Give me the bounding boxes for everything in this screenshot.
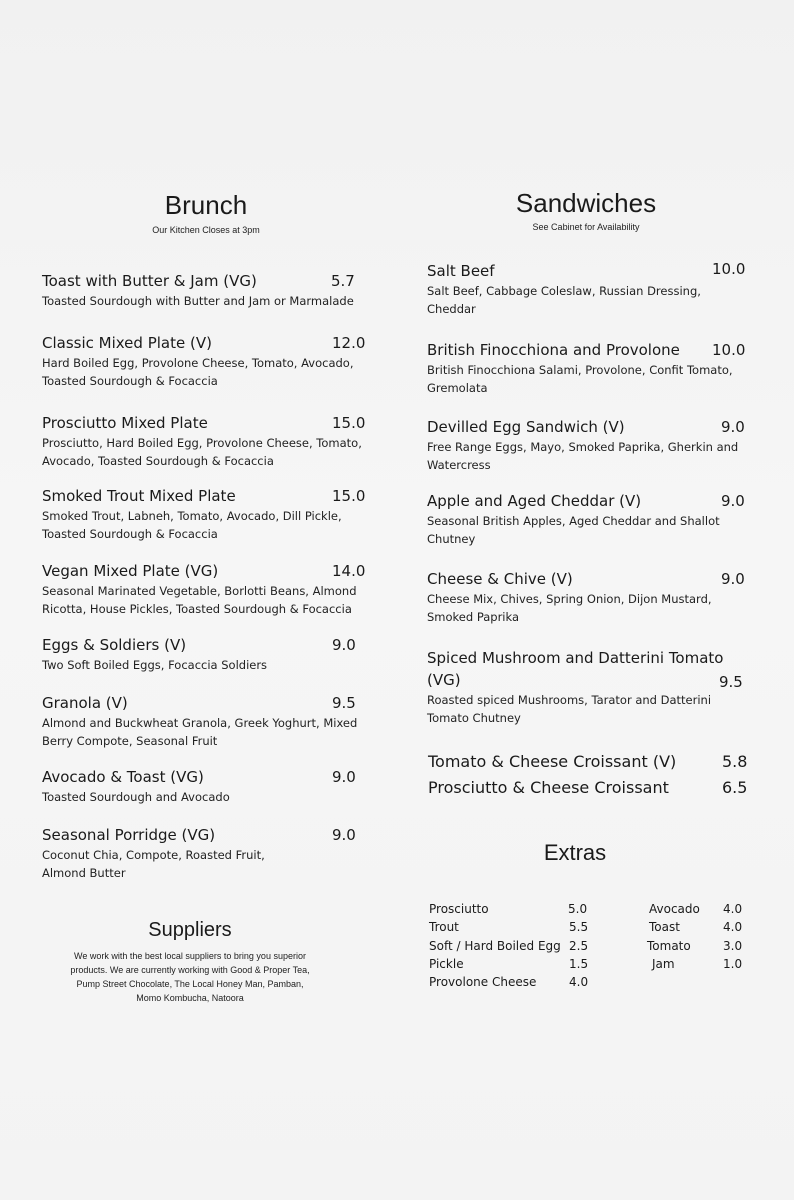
item-name: Classic Mixed Plate (V) [42,334,212,352]
item-price: 15.0 [332,414,366,432]
item-price: 14.0 [332,562,366,580]
item-description: British Finocchiona Salami, Provolone, Confit Tomato, Gremolata [427,363,733,395]
extras-name: Avocado [649,902,700,916]
extras-item [429,900,588,918]
item-name: Prosciutto Mixed Plate [42,414,208,432]
item-description: Toasted Sourdough with Butter and Jam or Marmalade [42,294,354,308]
croissant-item [428,779,758,797]
item-price: 9.0 [721,492,745,510]
item-description: Smoked Trout, Labneh, Tomato, Avocado, Dill Pickle, Toasted Sourdough & Focaccia [42,509,342,541]
item-name: Toast with Butter & Jam (VG) [42,272,257,290]
item-name: British Finocchiona and Provolone [427,341,680,359]
extras-item [647,937,743,955]
extras-name: Toast [649,920,680,934]
sandwich-item [427,492,757,548]
brunch-title: Brunch [164,190,248,220]
item-price: 5.8 [722,752,748,771]
item-name: Vegan Mixed Plate (VG) [42,562,219,580]
item-name: Granola (V) [42,694,128,712]
item-price: 10.0 [712,260,746,278]
brunch-item [42,414,372,470]
brunch-item [42,272,362,310]
extras-price: 1.5 [569,957,589,971]
item-price: 6.5 [722,778,748,797]
brunch-item [42,487,366,543]
item-price: 15.0 [332,487,366,505]
item-name: Salt Beef [427,262,495,280]
item-price: 9.0 [332,636,356,654]
suppliers-title: Suppliers [148,919,232,941]
item-description: Roasted spiced Mushrooms, Tarator and Datterini Tomato Chutney [427,693,712,725]
item-description: Almond and Buckwheat Granola, Greek Yoghurt, Mixed Berry Compote, Seasonal Fruit [42,716,358,748]
item-name-continued: (VG) [427,671,461,689]
item-description: Seasonal Marinated Vegetable, Borlotti Beans, Almond Ricotta, House Pickles, Toasted Sourdough & Focaccia [42,584,357,616]
item-description: Salt Beef, Cabbage Coleslaw, Russian Dressing, Cheddar [427,284,701,316]
item-description: Free Range Eggs, Mayo, Smoked Paprika, Gherkin and Watercress [427,440,739,472]
brunch-item [42,826,356,882]
extras-price: 5.0 [568,902,588,916]
extras-price: 5.5 [569,920,589,934]
item-price: 10.0 [712,341,746,359]
item-name: Avocado & Toast (VG) [42,768,204,786]
brunch-subtitle: Our Kitchen Closes at 3pm [152,225,260,235]
extras-title: Extras [543,840,607,865]
item-description: Cheese Mix, Chives, Spring Onion, Dijon Mustard, Smoked Paprika [427,592,712,624]
sandwich-item [427,262,757,318]
extras-name: Prosciutto [429,902,489,916]
item-name: Smoked Trout Mixed Plate [42,487,236,505]
item-description: Hard Boiled Egg, Provolone Cheese, Tomato, Avocado, Toasted Sourdough & Focaccia [42,356,354,388]
sandwich-item [427,341,757,397]
item-description: Prosciutto, Hard Boiled Egg, Provolone Cheese, Tomato, Avocado, Toasted Sourdough & Focaccia [42,436,362,468]
brunch-item [42,334,366,390]
extras-price: 1.0 [723,957,743,971]
brunch-item [42,636,362,674]
extras-item [649,900,743,918]
extras-name: Pickle [429,957,464,971]
item-description: Coconut Chia, Compote, Roasted Fruit, Almond Butter [42,848,265,880]
item-name: Prosciutto & Cheese Croissant [428,778,669,797]
sandwiches-subtitle: See Cabinet for Availability [532,222,640,232]
extras-item [429,937,589,955]
item-price: 9.0 [332,826,356,844]
item-price: 9.0 [721,570,745,588]
extras-price: 2.5 [569,939,589,953]
item-price: 9.5 [719,673,743,691]
item-name: Eggs & Soldiers (V) [42,636,187,654]
item-description: Toasted Sourdough and Avocado [42,790,230,804]
extras-price: 4.0 [569,975,589,989]
item-name: Spiced Mushroom and Datterini Tomato [427,649,724,667]
extras-name: Provolone Cheese [429,975,537,989]
brunch-item [42,768,362,806]
item-name: Tomato & Cheese Croissant (V) [428,752,677,771]
extras-name: Soft / Hard Boiled Egg [429,939,561,953]
extras-item [429,973,589,991]
extras-name: Trout [429,920,459,934]
extras-item [649,918,743,936]
extras-price: 3.0 [723,939,743,953]
extras-item [429,918,589,936]
sandwich-item [427,570,757,626]
croissant-item [428,753,758,771]
extras-item [429,955,589,973]
item-name: Apple and Aged Cheddar (V) [427,492,642,510]
extras-price: 4.0 [723,920,743,934]
brunch-item [42,694,372,750]
item-price: 5.7 [331,272,355,290]
item-name: Seasonal Porridge (VG) [42,826,216,844]
sandwiches-title: Sandwiches [515,188,657,218]
brunch-item [42,562,372,618]
item-price: 9.0 [332,768,356,786]
extras-price: 4.0 [723,902,743,916]
item-description: Seasonal British Apples, Aged Cheddar and Shallot Chutney [427,514,720,546]
item-price: 9.0 [721,418,745,436]
suppliers-text: We work with the best local suppliers to bring you superior products. We are currently working with Good & Proper Tea, Pump Street Chocolate, The Local Honey Man, Pamban, Momo Kombucha, Natoora [70,951,310,1003]
extras-name: Jam [652,957,675,971]
item-description: Two Soft Boiled Eggs, Focaccia Soldiers [42,658,268,672]
sandwich-item [427,418,757,474]
extras-name: Tomato [647,939,691,953]
item-price: 9.5 [332,694,356,712]
item-name: Cheese & Chive (V) [427,570,573,588]
item-name: Devilled Egg Sandwich (V) [427,418,625,436]
extras-item [652,955,743,973]
item-price: 12.0 [332,334,366,352]
sandwich-item [427,649,757,727]
